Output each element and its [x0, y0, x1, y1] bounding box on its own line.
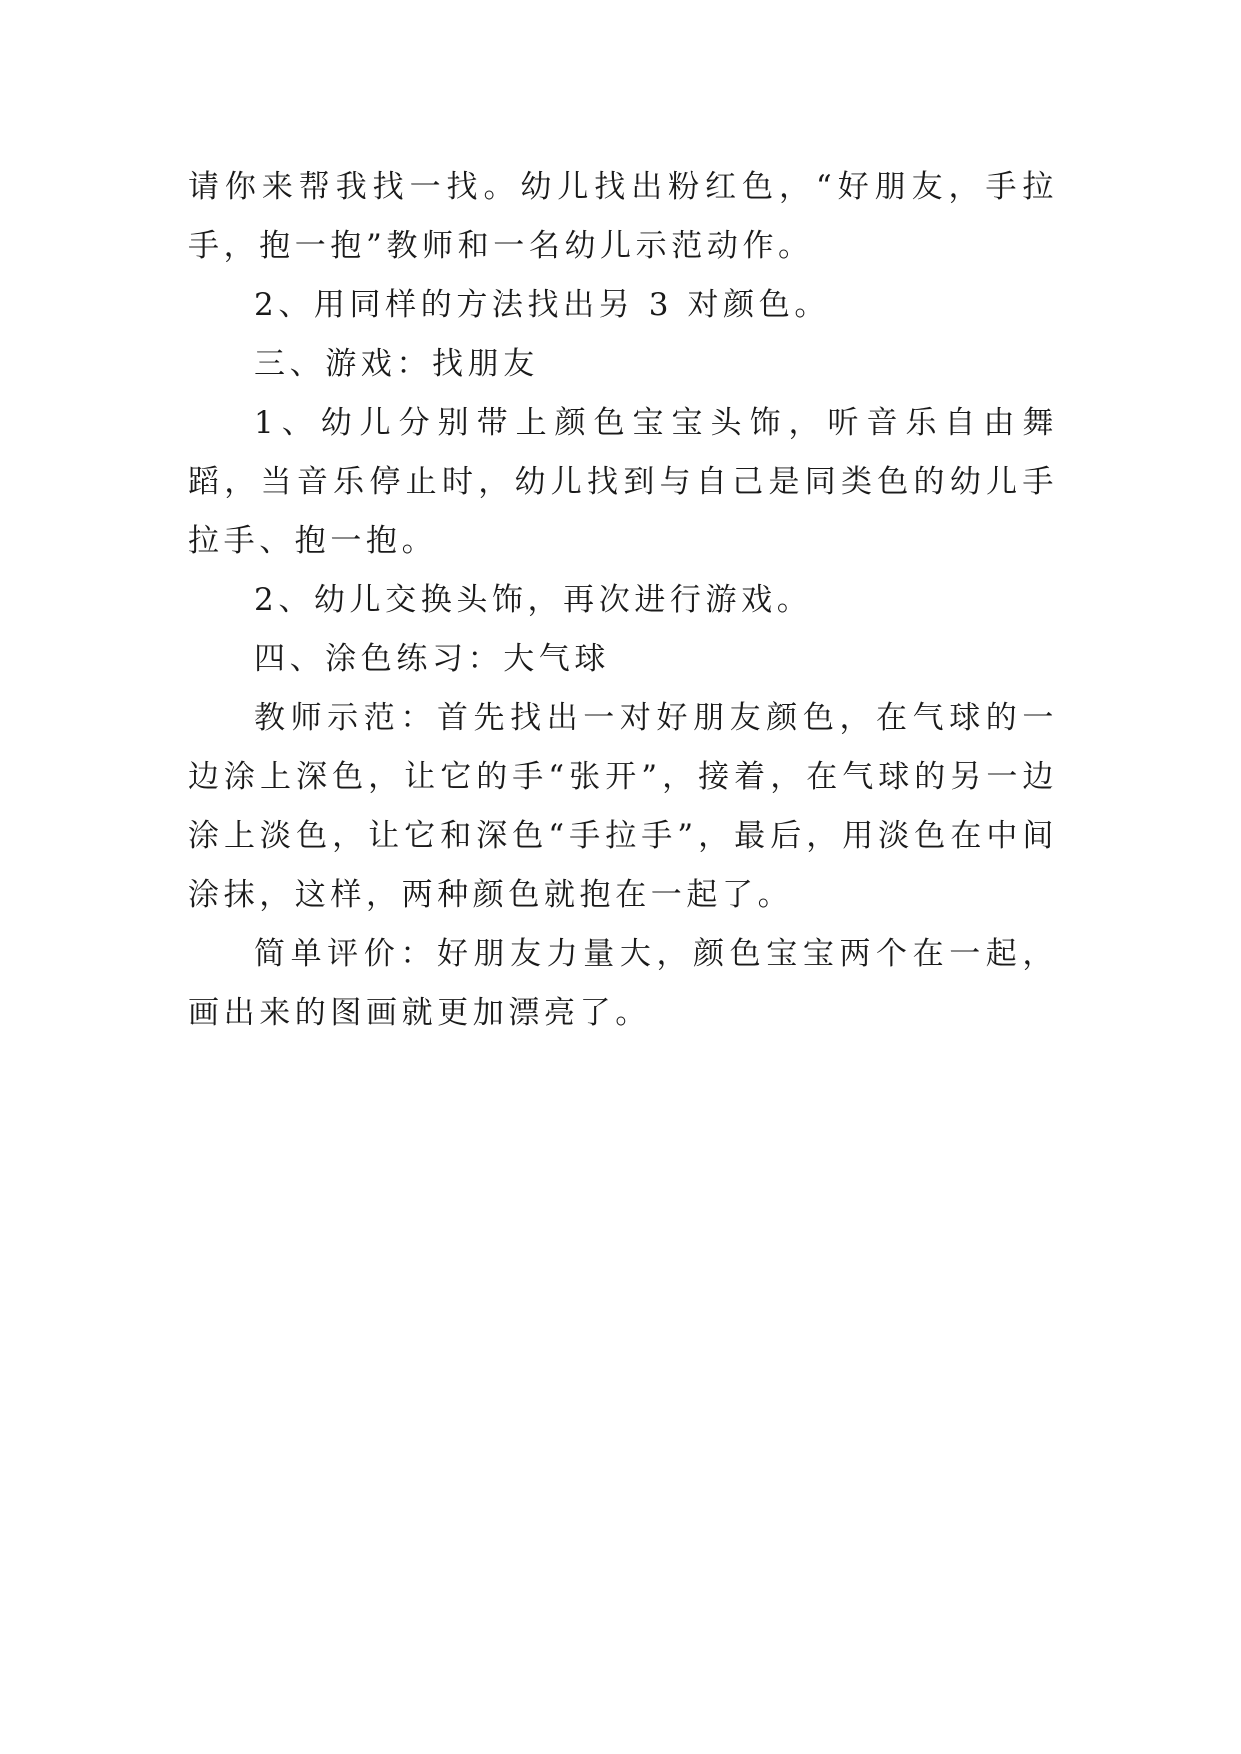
- paragraph-continuation: 请你来帮我找一找。幼儿找出粉红色，“好朋友，手拉手，抱一抱”教师和一名幼儿示范动作。: [188, 169, 1058, 264]
- paragraph-game-step-2: 2、幼儿交换头饰，再次进行游戏。: [254, 582, 813, 618]
- document-body: [188, 158, 1058, 1043]
- paragraph-evaluation: 简单评价：好朋友力量大，颜色宝宝两个在一起，画出来的图画就更加漂亮了。: [188, 936, 1058, 1031]
- section-heading-game: 三、游戏：找朋友: [254, 346, 539, 382]
- paragraph-game-step-1: 1、幼儿分别带上颜色宝宝头饰，听音乐自由舞蹈，当音乐停止时，幼儿找到与自己是同类色的幼儿手拉手、抱一抱。: [188, 405, 1058, 559]
- paragraph-teacher-demo: 教师示范：首先找出一对好朋友颜色，在气球的一边涂上深色，让它的手“张开”，接着，在气球的另一边涂上淡色，让它和深色“手拉手”，最后，用淡色在中间涂抹，这样，两种颜色就抱在一起了。: [188, 700, 1058, 913]
- section-heading-coloring: 四、涂色练习：大气球: [254, 641, 610, 677]
- paragraph-step-2: 2、用同样的方法找出另 3 对颜色。: [254, 287, 830, 323]
